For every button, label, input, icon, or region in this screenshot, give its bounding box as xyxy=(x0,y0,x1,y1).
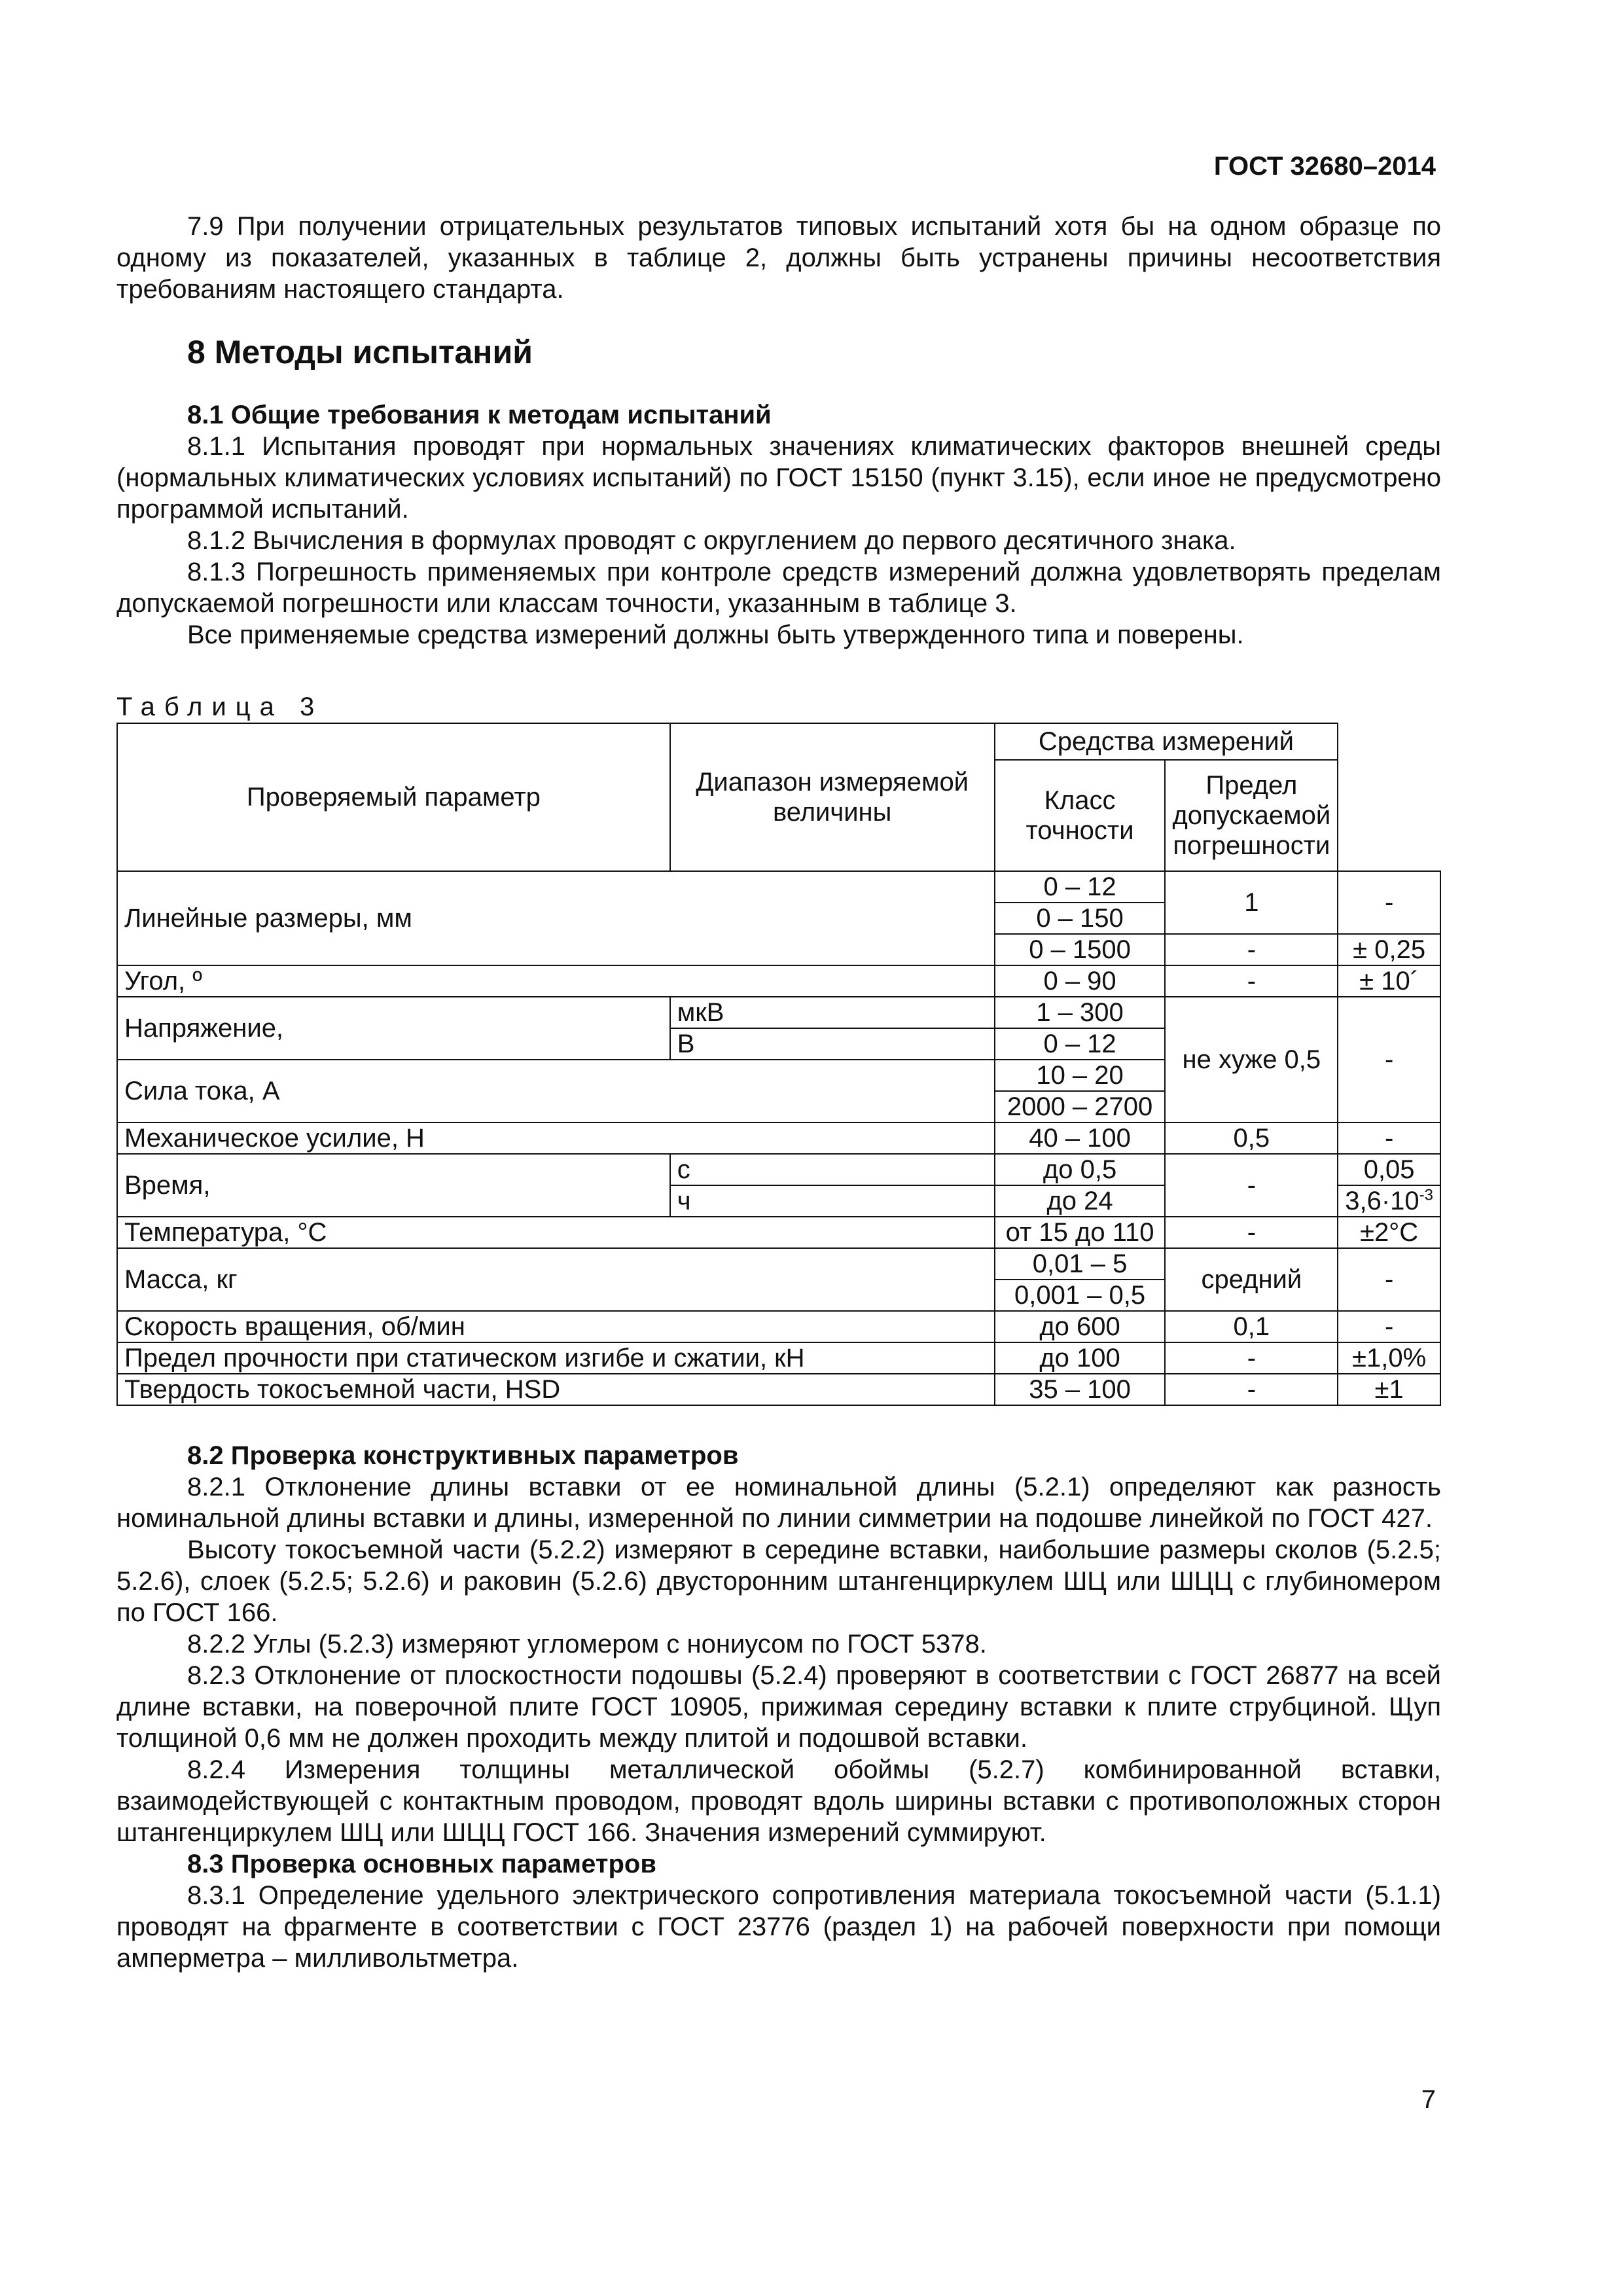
row-temp-range: от 15 до 110 xyxy=(995,1217,1166,1248)
subsection-8-3-title: 8.3 Проверка основных параметров xyxy=(187,1850,656,1878)
row-linear-class: 1 xyxy=(1165,871,1338,934)
row-speed-class: 0,1 xyxy=(1165,1311,1338,1342)
subsection-8-2-title: 8.2 Проверка конструктивных параметров xyxy=(187,1441,739,1470)
doc-header-code: ГОСТ 32680–2014 xyxy=(1213,152,1436,181)
row-linear-label: Линейные размеры, мм xyxy=(117,871,995,965)
row-angle-class: - xyxy=(1165,965,1338,997)
row-current-range-1: 10 – 20 xyxy=(995,1060,1166,1091)
row-force-limit: - xyxy=(1338,1122,1440,1154)
row-mass-label: Масса, кг xyxy=(117,1248,995,1311)
row-temp-class: - xyxy=(1165,1217,1338,1248)
table-3-caption: Таблица 3 xyxy=(116,692,324,721)
section-8-2-block xyxy=(116,1440,1441,1974)
row-hardness-class: - xyxy=(1165,1374,1338,1405)
row-mass-range-2: 0,001 – 0,5 xyxy=(995,1280,1166,1311)
para-8-2-3: 8.2.3 Отклонение от плоскостности подошвы (5.2.4) проверяют в соответствии с ГОСТ 26877 на всей длине вставки, на поверочной плите ГОСТ 10905, прижимая середину вставки к плите струбциной. Щуп толщиной 0,6 мм не должен проходить между плитой и подошвой вставки. xyxy=(116,1661,1441,1753)
row-angle-label: Угол, º xyxy=(117,965,995,997)
para-8-2-4: 8.2.4 Измерения толщины металлической обоймы (5.2.7) комбинированной вставки, взаимодействующей с контактным проводом, проводят вдоль ширины вставки с противоположных сторон штангенциркулем ШЦ или ШЦЦ ГОСТ 166. Значения измерений суммируют. xyxy=(116,1755,1441,1847)
row-elec-limit: - xyxy=(1338,997,1440,1122)
row-voltage-unit-1: мкВ xyxy=(670,997,995,1028)
row-strength-class: - xyxy=(1165,1342,1338,1374)
row-hardness-label: Твердость токосъемной части, HSD xyxy=(117,1374,995,1405)
row-speed-range: до 600 xyxy=(995,1311,1166,1342)
row-speed-limit: - xyxy=(1338,1311,1440,1342)
header-means: Средства измерений xyxy=(995,723,1338,760)
para-8-2-1b: Высоту токосъемной части (5.2.2) измеряют в середине вставки, наибольшие размеры сколов (5.2.5; 5.2.6), слоек (5.2.5; 5.2.6) и раковин (5.2.6) двусторонним штангенциркулем ШЦ или ШЦЦ с глубиномером по ГОСТ 166. xyxy=(116,1535,1441,1627)
para-8-2-1: 8.2.1 Отклонение длины вставки от ее номинальной длины (5.2.1) определяют как разность номинальной длины вставки и длины, измеренной по линии симметрии на подошве линейкой по ГОСТ 427. xyxy=(116,1473,1441,1533)
row-time-label: Время, xyxy=(117,1154,670,1217)
row-time-unit-2: ч xyxy=(670,1185,995,1217)
para-7-9: 7.9 При получении отрицательных результатов типовых испытаний хотя бы на одном образце по одному из показателей, указанных в таблице 2, должны быть устранены причины несоответствия требованиям настоящего стандарта. xyxy=(116,212,1441,304)
row-voltage-range-1: 1 – 300 xyxy=(995,997,1166,1028)
row-voltage-unit-2: В xyxy=(670,1028,995,1060)
row-force-range: 40 – 100 xyxy=(995,1122,1166,1154)
time-limit-base: 3,6·10 xyxy=(1345,1187,1419,1215)
header-param: Проверяемый параметр xyxy=(117,723,670,871)
time-limit-exponent: -3 xyxy=(1419,1186,1433,1204)
row-linear-range-2: 0 – 150 xyxy=(995,903,1166,934)
header-range: Диапазон измеряемой величины xyxy=(670,723,995,871)
para-8-1-2: 8.1.2 Вычисления в формулах проводят с округлением до первого десятичного знака. xyxy=(187,526,1236,555)
para-8-1-1: 8.1.1 Испытания проводят при нормальных значениях климатических факторов внешней среды (нормальных климатических условиях испытаний) по ГОСТ 15150 (пункт 3.15), если иное не предусмотрено программой испытаний. xyxy=(116,432,1441,524)
row-hardness-range: 35 – 100 xyxy=(995,1374,1166,1405)
row-voltage-label: Напряжение, xyxy=(117,997,670,1060)
section-8-title: 8 Методы испытаний xyxy=(187,334,533,370)
header-limit: Предел допускаемой погрешности xyxy=(1165,760,1338,871)
para-8-1-3-note: Все применяемые средства измерений должны быть утвержденного типа и поверены. xyxy=(187,620,1244,649)
row-mass-limit: - xyxy=(1338,1248,1440,1311)
row-force-class: 0,5 xyxy=(1165,1122,1338,1154)
row-linear-limit: - xyxy=(1338,871,1440,934)
row-hardness-limit: ±1 xyxy=(1338,1374,1440,1405)
row-current-range-2: 2000 – 2700 xyxy=(995,1091,1166,1122)
page-content xyxy=(116,211,1441,1974)
row-angle-limit: ± 10´ xyxy=(1338,965,1440,997)
row-time-range-1: до 0,5 xyxy=(995,1154,1166,1185)
row-time-limit-2 xyxy=(1338,1185,1440,1217)
row-elec-class: не хуже 0,5 xyxy=(1165,997,1338,1122)
row-linear-range-1: 0 – 12 xyxy=(995,871,1166,903)
para-8-3-1: 8.3.1 Определение удельного электрического сопротивления материала токосъемной части (5.1.1) проводят на фрагменте в соответствии с ГОСТ 23776 (раздел 1) на рабочей поверхности при помощи амперметра – милливольтметра. xyxy=(116,1881,1441,1973)
row-time-limit-1: 0,05 xyxy=(1338,1154,1440,1185)
row-time-unit-1: с xyxy=(670,1154,995,1185)
row-current-label: Сила тока, А xyxy=(117,1060,995,1122)
row-angle-range: 0 – 90 xyxy=(995,965,1166,997)
para-8-1-3: 8.1.3 Погрешность применяемых при контроле средств измерений должна удовлетворять пределам допускаемой погрешности или классам точности, указанным в таблице 3. xyxy=(116,558,1441,618)
row-temp-limit: ±2°С xyxy=(1338,1217,1440,1248)
row-linear-class-3: - xyxy=(1165,934,1338,965)
row-mass-class: средний xyxy=(1165,1248,1338,1311)
para-8-2-2: 8.2.2 Углы (5.2.3) измеряют угломером с нониусом по ГОСТ 5378. xyxy=(187,1630,987,1659)
row-strength-label: Предел прочности при статическом изгибе и сжатии, кН xyxy=(117,1342,995,1374)
row-time-class: - xyxy=(1165,1154,1338,1217)
row-strength-range: до 100 xyxy=(995,1342,1166,1374)
row-strength-limit: ±1,0% xyxy=(1338,1342,1440,1374)
page-number: 7 xyxy=(1421,2085,1436,2114)
row-temp-label: Температура, °С xyxy=(117,1217,995,1248)
row-speed-label: Скорость вращения, об/мин xyxy=(117,1311,995,1342)
row-mass-range-1: 0,01 – 5 xyxy=(995,1248,1166,1280)
table-3 xyxy=(116,723,1441,1406)
row-time-range-2: до 24 xyxy=(995,1185,1166,1217)
row-voltage-range-2: 0 – 12 xyxy=(995,1028,1166,1060)
row-force-label: Механическое усилие, Н xyxy=(117,1122,995,1154)
row-linear-limit-3: ± 0,25 xyxy=(1338,934,1440,965)
header-class: Класс точности xyxy=(995,760,1166,871)
row-linear-range-3: 0 – 1500 xyxy=(995,934,1166,965)
subsection-8-1-title: 8.1 Общие требования к методам испытаний xyxy=(187,401,772,429)
